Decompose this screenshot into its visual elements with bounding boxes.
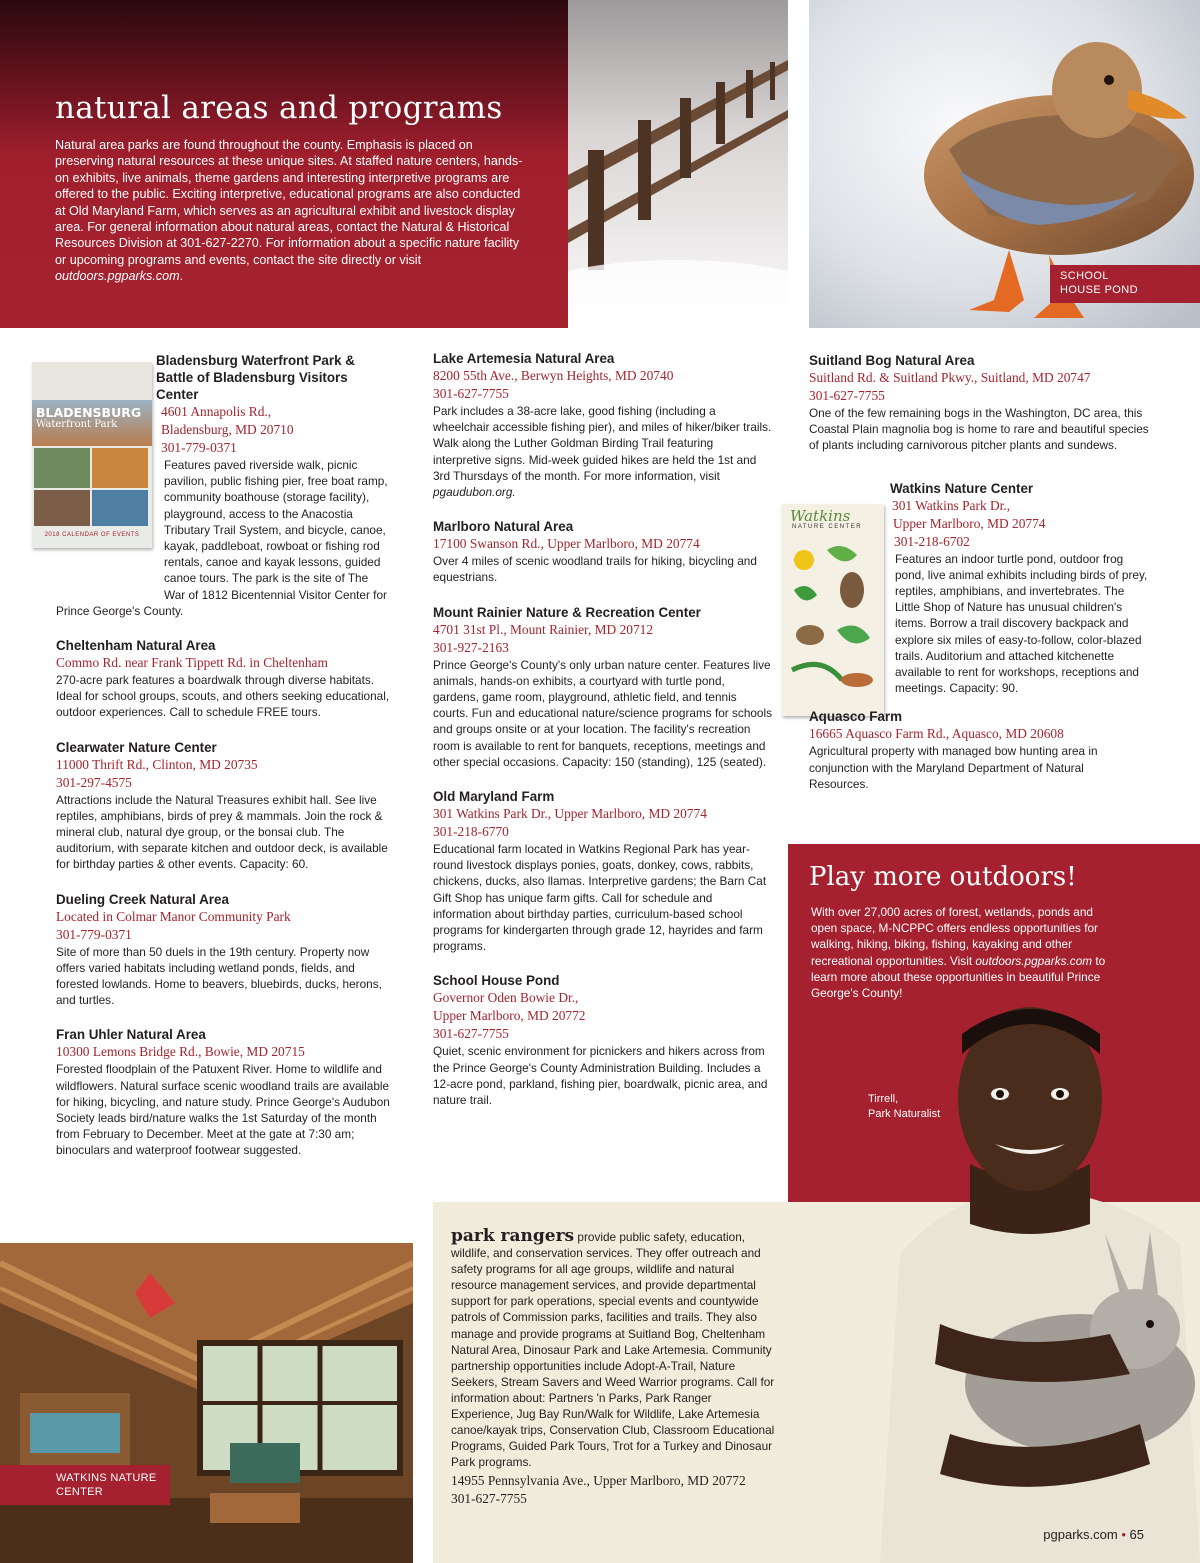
page-number: 65: [1129, 1527, 1144, 1542]
entry-description: [433, 403, 773, 500]
hero-intro-body: Natural area parks are found throughout the county. Emphasis is placed on preserving natural resources at these unique sites. At staffed nature centers, hands-on exhibits, live animals, theme gardens and interesting interpretive programs are offered to the public. Exciting interpretive, educational programs are also conducted at Old Maryland Farm, which serves as an agricultural exhibit and livestock display area. For general information about natural areas, contact the Natural & Historical Resources Division at 301-627-2270. For information about a specific nature facility or upcoming programs and events, contact the site directly or visit: [55, 138, 523, 267]
entry-watkins: [809, 480, 1149, 697]
entry-title: Old Maryland Farm: [433, 789, 555, 805]
watkins-interior-photo: [0, 1243, 413, 1563]
entry-description: Features an indoor turtle pond, outdoor frog pond, live animal exhibits including birds of prey, reptiles, amphibians, and invertebrates. The Little Shop of Nature has unusual children's items. Borrow a trail discovery backpack and explore six miles of easy-to-follow, color-blazed trails. Auditorium and attached kitchenette available to rent for workshops, receptions and meetings. Capacity: 90.: [895, 551, 1148, 696]
snow-fence-photo: [568, 0, 788, 328]
entry-address-line: Bladensburg, MD 20710: [161, 422, 294, 437]
entry-title: Bladensburg Waterfront Park & Battle of Bladensburg Visitors Center: [156, 353, 355, 402]
play-text-end: to learn more about these opportunities in beautiful Prince George's County!: [811, 953, 1106, 1001]
entry-fran-uhler: [56, 1026, 391, 1158]
interior-caption-line-1: WATKINS NATURE: [56, 1472, 157, 1484]
play-text-body: With over 27,000 acres of forest, wetlands, ponds and open space, M-NCPPC offers endless opportunities for walking, hiking, biking, fishing, kayaking and other recreational opportunities. Visit: [811, 905, 1098, 968]
entry-phone: 301-779-0371: [161, 440, 237, 455]
naturalist-caption: [868, 1092, 940, 1122]
entry-marlboro: [433, 518, 773, 585]
entry-phone: 301-779-0371: [56, 926, 132, 942]
entry-description: Site of more than 50 duels in the 19th century. Property now offers varied habitats including wetland ponds, fields, and forested lowlands. Home to beavers, bluebirds, ducks, herons, and turtles.: [56, 944, 382, 1008]
footer-site[interactable]: pgparks.com: [1043, 1527, 1118, 1542]
entry-bladensburg: [56, 352, 391, 619]
hero-intro-text: [55, 137, 533, 285]
entry-phone: 301-627-7755: [433, 386, 509, 401]
duck-caption-line-2: HOUSE POND: [1060, 284, 1138, 296]
brochure-title-main: BLADENSBURG: [36, 405, 142, 420]
entry-description-text: Park includes a 38-acre lake, good fishing (including a wheelchair accessible fishing pier), and miles of hiker/biker trails. Walk along the Luther Goldman Birding Trail featuring interpretive signs. Mid-week guided hikes are held the 1st and 3rd Thursdays of the month. For more information, visit: [433, 404, 772, 483]
entry-title: Suitland Bog Natural Area: [809, 353, 975, 368]
duck-caption-line-1: SCHOOL: [1060, 270, 1109, 282]
duck-photo-caption: [1050, 265, 1200, 303]
entry-address-line: 16665 Aquasco Farm Rd., Aquasco, MD 20608: [809, 726, 1064, 742]
entry-address-line: Governor Oden Bowie Dr.,: [433, 990, 579, 1006]
interior-caption-line-2: CENTER: [56, 1486, 104, 1498]
entry-description: Educational farm located in Watkins Regional Park has year-round livestock displays ponies, goats, donkey, cows, rabbits, chickens, ducks, also llamas. Interpretive gardens; the Barn Cat Gift Shop has unique farm gifts. Call for schedule and information about birthday parties, curriculum-based school programs for kindergarten through grade 12, hayrides and farm programs.: [433, 842, 767, 954]
brochure-float-space: [56, 457, 164, 587]
entry-address-line: 301 Watkins Park Dr.,: [892, 497, 1011, 513]
play-title: Play more outdoors!: [809, 862, 1077, 892]
park-rangers-contact: [451, 1472, 781, 1508]
column-1: [56, 352, 391, 1177]
play-link[interactable]: outdoors.pgparks.com: [975, 953, 1093, 968]
entry-description: Prince George's County's only urban nature center. Features live animals, hands-on exhibits, a courtyard with turtle pond, gardens, game room, playground, athletic field, and tennis courts. Fun and educational nature/science programs for schools and groups onsite or at your location. The facility's recreation room is available to rent for banquets, receptions, meetings and other special occasions. Capacity: 150 (standing), 125 (seated).: [433, 657, 773, 769]
naturalist-photo: [880, 994, 1200, 1563]
entry-address-line: Commo Rd. near Frank Tippett Rd. in Cheltenham: [56, 655, 328, 671]
entry-description: Agricultural property with managed bow hunting area in conjunction with the Maryland Department of Natural Resources.: [809, 744, 1098, 791]
column-2: [433, 350, 773, 1126]
entry-title: Dueling Creek Natural Area: [56, 891, 229, 907]
park-rangers-address: 14955 Pennsylvania Ave., Upper Marlboro, MD 20772: [451, 1473, 746, 1488]
watkins-brochure-subtitle: NATURE CENTER: [792, 524, 863, 530]
hero-intro-link[interactable]: outdoors.pgparks.com: [55, 269, 180, 284]
hero-banner: [0, 0, 788, 328]
footer-bullet: •: [1121, 1527, 1126, 1542]
entry-description: 270-acre park features a boardwalk through diverse habitats. Ideal for school groups, scouts, and others seeking educational, outdoor experiences. Call to schedule FREE tours.: [56, 673, 390, 720]
entry-title: Marlboro Natural Area: [433, 519, 574, 535]
entry-address-line: Located in Colmar Manor Community Park: [56, 908, 291, 924]
entry-address-line: 11000 Thrift Rd., Clinton, MD 20735: [56, 756, 258, 772]
park-rangers-body: provide public safety, education, wildlife, and conservation services. They offer outreach and safety programs for all age groups, wildlife and natural resource management services, and provide departmental support for park operations, special events and countywide patrols of Commission parks, facilities and trails. They also manage and provide programs at Suitland Bog, Cheltenham Natural Area, Dinosaur Park and Lake Artemesia. Community partnership opportunities include Adopt-A-Trail, Nature Seekers, Stream Savers and Weed Warrior programs. Call for information about: Partners 'n Parks, Park Ranger Experience, Jug Bay Run/Walk for Wildlife, Lake Artemesia canoe/kayak trips, Conservation Club, Classroom Educational Programs, Guided Park Tours, Trot for a Turkey and Dinosaur Park programs.: [451, 1230, 775, 1470]
entry-description: One of the few remaining bogs in the Washington, DC area, this Coastal Plain magnolia bog is home to rare and beautiful species of plants including carnivorous pitcher plants and sundews.: [809, 406, 1149, 453]
entry-aquasco: [809, 708, 1149, 792]
entry-phone: 301-218-6770: [433, 824, 509, 840]
park-rangers-phone: 301-627-7755: [451, 1491, 527, 1506]
entry-phone: 301-218-6702: [894, 533, 970, 549]
entry-lake-artemesia: [433, 350, 773, 500]
brochure-title-sub: Waterfront Park: [36, 419, 118, 430]
entry-school-house-pond: [433, 972, 773, 1108]
entry-address-line: Suitland Rd. & Suitland Pkwy., Suitland, MD 20747: [809, 370, 1091, 385]
fence-illustration: [568, 0, 788, 328]
park-rangers-text: [451, 1228, 776, 1470]
entry-mount-rainier: [433, 604, 773, 770]
entry-description: Features paved riverside walk, picnic pavilion, public fishing pier, free boat ramp, community boathouse (storage facility), playground, access to the Anacostia Tributary Trail System, and bicycle, canoe, kayak, paddleboat, rowboat or fishing rod rentals, canoe and kayak lessons, guided canoe tours. The park is the site of The War of 1812 Bicentennial Visitor Center for Prince George's County.: [56, 458, 388, 618]
entry-address-line: Upper Marlboro, MD 20774: [893, 515, 1046, 531]
entry-phone: 301-627-7755: [809, 388, 885, 403]
entry-address-line: 301 Watkins Park Dr., Upper Marlboro, MD 20774: [433, 806, 707, 822]
naturalist-role: Park Naturalist: [868, 1108, 941, 1120]
entry-dueling-creek: [56, 891, 391, 1009]
entry-title: School House Pond: [433, 973, 560, 989]
entry-description: Attractions include the Natural Treasures exhibit hall. See live reptiles, amphibians, birds of prey & mammals. Join the rock & mineral club, natural dye group, or the bonsai club. The auditorium, with separate kitchen and outdoor deck, is available for birthday parties & other events. Capacity: 60.: [56, 792, 388, 872]
entry-title: Watkins Nature Center: [890, 480, 1034, 496]
entry-title: Clearwater Nature Center: [56, 739, 217, 755]
entry-phone: 301-927-2163: [433, 639, 509, 655]
entry-clearwater: [56, 739, 391, 873]
entry-address-line: 4601 Annapolis Rd.,: [161, 404, 272, 419]
entry-title: Fran Uhler Natural Area: [56, 1027, 206, 1043]
naturalist-name: Tirrell,: [868, 1093, 899, 1105]
play-text: [811, 904, 1111, 1001]
naturalist-illustration: [880, 994, 1200, 1563]
entry-title: Aquasco Farm: [809, 709, 903, 725]
interior-illustration: [0, 1243, 413, 1563]
entry-description: Over 4 miles of scenic woodland trails for hiking, bicycling and equestrians.: [433, 554, 757, 585]
park-rangers-lead: park rangers: [451, 1226, 575, 1246]
entry-address-line: Upper Marlboro, MD 20772: [433, 1008, 586, 1024]
entry-description: Forested floodplain of the Patuxent River. Home to wildlife and wildflowers. Natural surface scenic woodland trails are available for hiking, bicycling, and nature study. Prince George's Audubon Society leads bird/nature walks the 1st Saturday of the month from February to December. Meet at the gate at 7:30 am; binoculars and waterproof footwear suggested.: [56, 1062, 390, 1158]
entry-phone: 301-297-4575: [56, 774, 132, 790]
interior-photo-caption: [0, 1465, 170, 1505]
hero-intro-end: .: [179, 269, 184, 284]
entry-title: Cheltenham Natural Area: [56, 638, 216, 654]
entry-description: Quiet, scenic environment for picnickers and hikers across from the Prince George's County Administration Building. Includes a 12-acre pond, parkland, fishing pier, boardwalk, picnic area, and nature trail.: [433, 1044, 768, 1108]
entry-address-line: 8200 55th Ave., Berwyn Heights, MD 20740: [433, 368, 674, 383]
entry-title: Lake Artemesia Natural Area: [433, 351, 615, 366]
entry-address-line: 4701 31st Pl., Mount Rainier, MD 20712: [433, 621, 654, 637]
page-title: natural areas and programs: [55, 90, 503, 126]
entry-description-link[interactable]: pgaudubon.org.: [433, 485, 516, 500]
page-footer: [1043, 1527, 1144, 1542]
entry-old-maryland-farm: [433, 788, 773, 954]
brochure-footer: 2018 CALENDAR OF EVENTS: [44, 532, 140, 538]
column-3: [809, 352, 1149, 810]
entry-suitland-bog: [809, 352, 1149, 454]
entry-address-line: 17100 Swanson Rd., Upper Marlboro, MD 20774: [433, 536, 700, 552]
entry-phone: 301-627-7755: [433, 1026, 509, 1042]
entry-cheltenham: [56, 637, 391, 721]
entry-address-line: 10300 Lemons Bridge Rd., Bowie, MD 20715: [56, 1044, 305, 1060]
entry-title: Mount Rainier Nature & Recreation Center: [433, 604, 701, 620]
watkins-brochure-title: Watkins: [790, 507, 851, 525]
